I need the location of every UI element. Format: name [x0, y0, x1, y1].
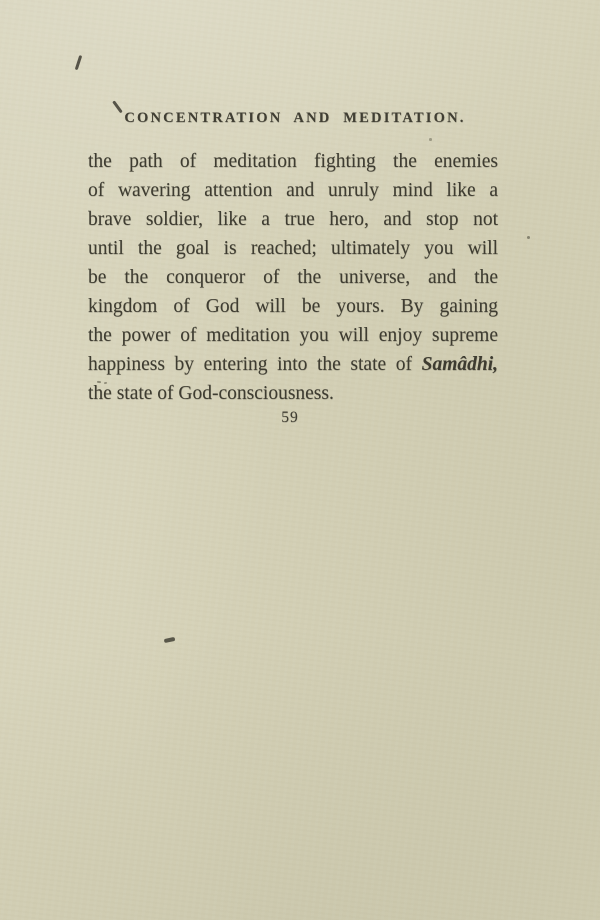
text-line: the state of God-consciousness.	[88, 383, 334, 404]
paragraph	[88, 147, 498, 408]
text-line: be the conqueror of the universe, and the	[88, 267, 498, 288]
text-line: of wavering attention and unruly mind like a	[88, 180, 498, 201]
running-header: CONCENTRATION AND MEDITATION.	[124, 110, 466, 126]
ink-speck-dot	[527, 236, 530, 239]
text-line: brave soldier, like a true hero, and stop not	[88, 209, 498, 230]
italic-term-samadhi: Samâdhi,	[421, 354, 498, 375]
page-number: 59	[281, 409, 299, 426]
text-line: the path of meditation fighting the enemies	[88, 151, 498, 172]
text-line: the power of meditation you will enjoy supreme	[88, 325, 498, 346]
text-line	[88, 350, 498, 379]
text-segment: happiness by entering into the state of	[88, 354, 422, 375]
text-line: until the goal is reached; ultimately you will	[88, 238, 498, 259]
ink-mark-slash	[75, 55, 82, 70]
ink-speck-dot-small	[429, 138, 432, 141]
ink-speck-dash	[164, 637, 175, 643]
text-line: kingdom of God will be yours. By gaining	[88, 296, 498, 317]
